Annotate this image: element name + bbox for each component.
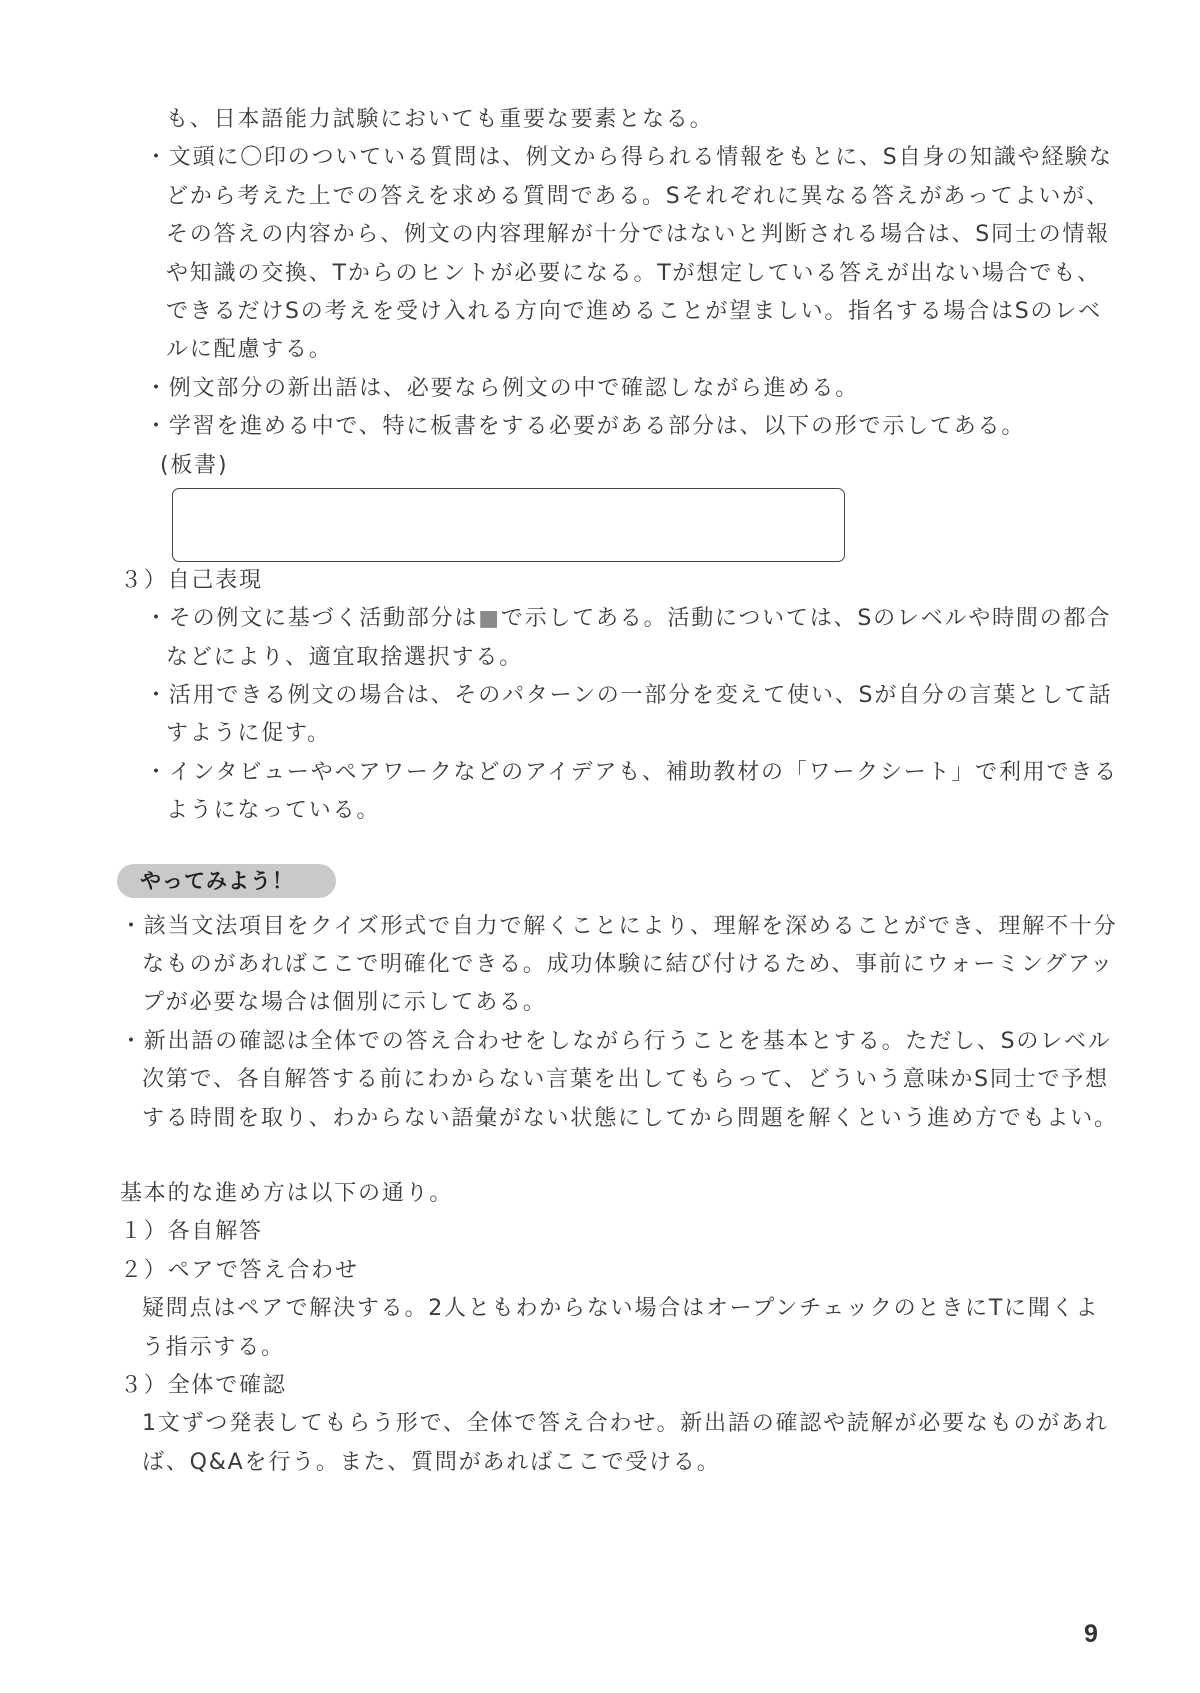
intro-line: も、日本語能力試験においても重要な要素となる。 xyxy=(166,107,714,132)
bullet-line: どから考えた上での答えを求める質問である。Sそれぞれに異なる答えがあってよいが、 xyxy=(166,183,1110,209)
bullet-text: で示してある。活動については、Sのレベルや時間の都合 xyxy=(500,606,1112,632)
bullet-line: ルに配慮する。 xyxy=(166,337,333,363)
bullet-activity xyxy=(0,600,1200,677)
step-line: 疑問点はペアで解決する。2人ともわからない場合はオープンチェックのときにTに聞くよ xyxy=(142,1296,1100,1322)
step-line: う指示する。 xyxy=(142,1334,285,1360)
board-box xyxy=(172,488,845,562)
bullet-line: できるだけSの考えを受け入れる方向で進めることが望ましい。指名する場合はSのレベ xyxy=(166,298,1102,324)
bullet-line: ・文頭に〇印のついている質問は、例文から得られる情報をもとに、S自身の知識や経験な xyxy=(145,145,1113,171)
bullet-line: その答えの内容から、例文の内容理解が十分ではないと判断される場合は、S同士の情報 xyxy=(166,222,1110,248)
bullet-line: プが必要な場合は個別に示してある。 xyxy=(142,990,547,1016)
bullet-line: する時間を取り、わからない語彙がない状態にしてから問題を解くという進め方でもよい。 xyxy=(142,1105,1118,1131)
bullet-board-writing: ・学習を進める中で、特に板書をする必要がある部分は、以下の形で示してある。 xyxy=(145,414,1026,440)
bullet-line: ・インタビューやペアワークなどのアイデアも、補助教材の「ワークシート」で利用できる xyxy=(145,759,1118,785)
bullet-line: や知識の交換、Tからのヒントが必要になる。Tが想定している答えが出ない場合でも、 xyxy=(166,260,1101,286)
step-title: ２）ペアで答え合わせ xyxy=(120,1257,359,1283)
bullet-line: 次第で、各自解答する前にわからない言葉を出してもらって、どういう意味かS同士で予想 xyxy=(142,1067,1109,1093)
bullet-line xyxy=(0,600,1200,638)
section-heading-try-it: やってみよう！ xyxy=(117,864,336,898)
square-marker-icon: ■ xyxy=(478,606,501,632)
board-label: (板書) xyxy=(160,452,229,478)
bullet-text: ・その例文に基づく活動部分は xyxy=(145,606,479,632)
bullet-interview-ideas xyxy=(0,754,1200,831)
bullet-question-circle xyxy=(0,139,1200,369)
bullet-new-words-check xyxy=(0,1023,1200,1138)
bullet-line: すように促す。 xyxy=(166,721,331,747)
procedure xyxy=(0,1175,1200,1482)
bullet-quiz xyxy=(0,908,1200,1023)
bullet-line: などにより、適宜取捨選択する。 xyxy=(166,644,524,670)
bullet-line: ・活用できる例文の場合は、そのパターンの一部分を変えて使い、Sが自分の言葉として話 xyxy=(145,683,1113,709)
procedure-intro: 基本的な進め方は以下の通り。 xyxy=(120,1180,454,1206)
bullet-line: ・該当文法項目をクイズ形式で自力で解くことにより、理解を深めることができ、理解不十分 xyxy=(120,913,1118,939)
section-heading-self-expression: ３）自己表現 xyxy=(120,567,263,593)
bullet-line: ・新出語の確認は全体での答え合わせをしながら行うことを基本とする。ただし、Sのレベル xyxy=(120,1028,1112,1054)
step-title: １）各自解答 xyxy=(120,1219,263,1245)
step-line: ば、Q&Aを行う。また、質問があればここで受ける。 xyxy=(142,1449,721,1475)
bullet-line: なものがあればここで明確化できる。成功体験に結び付けるため、事前にウォーミングアッ xyxy=(142,952,1115,978)
bullet-new-words: ・例文部分の新出語は、必要なら例文の中で確認しながら進める。 xyxy=(145,375,860,401)
page-content xyxy=(0,101,1200,1482)
step-line: 1文ずつ発表してもらう形で、全体で答え合わせ。新出語の確認や読解が必要なものがあれ xyxy=(142,1411,1109,1437)
bullet-line: ようになっている。 xyxy=(166,798,381,824)
bullet-usable-sentences xyxy=(0,677,1200,754)
page-number: 9 xyxy=(1084,1620,1098,1648)
step-title: ３）全体で確認 xyxy=(120,1372,287,1398)
